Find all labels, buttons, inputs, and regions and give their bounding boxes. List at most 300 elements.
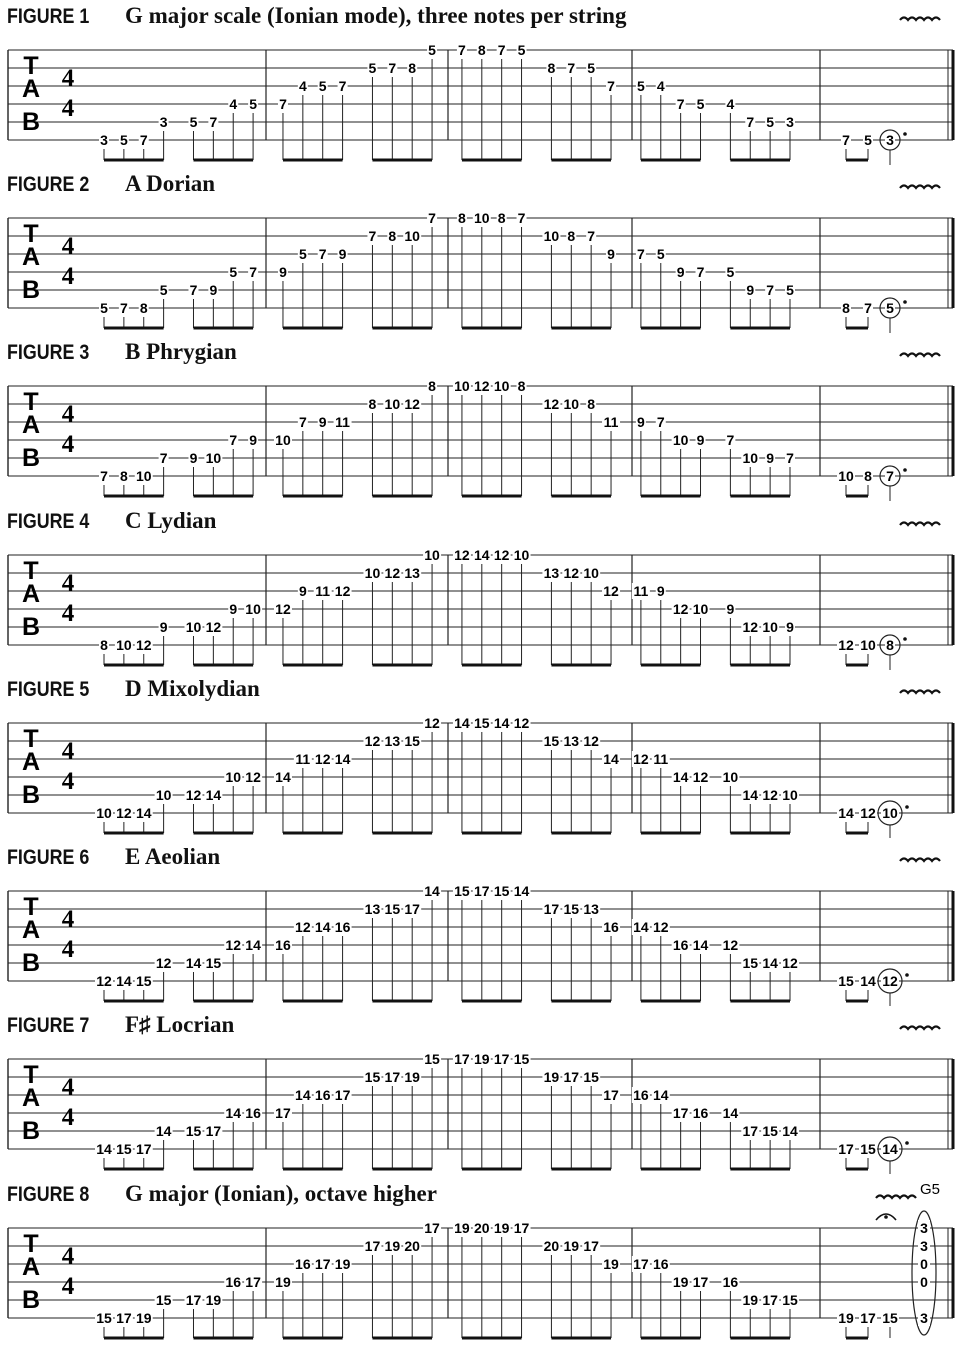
beam bbox=[283, 159, 343, 162]
fret-number: 8 bbox=[477, 42, 486, 58]
tab-clef-letter: T bbox=[23, 557, 39, 585]
beam bbox=[846, 832, 868, 835]
fret-number: 8 bbox=[886, 637, 894, 653]
figure-title bbox=[7, 845, 220, 871]
fret-number: 13 bbox=[364, 901, 381, 917]
beam bbox=[193, 1168, 253, 1171]
figure-title bbox=[7, 172, 215, 198]
fret-number: 11 bbox=[315, 583, 331, 599]
fret-number: 7 bbox=[249, 264, 257, 280]
fret-number: 11 bbox=[653, 751, 669, 767]
beam bbox=[462, 327, 522, 330]
tab-staff bbox=[0, 198, 970, 336]
fret-number: 16 bbox=[295, 1256, 311, 1272]
fret-number: 7 bbox=[607, 78, 615, 94]
beam bbox=[193, 664, 253, 667]
fret-number: 5 bbox=[864, 132, 872, 148]
fret-number: 7 bbox=[119, 300, 128, 316]
fret-number: 7 bbox=[279, 96, 287, 112]
fret-number: 15 bbox=[96, 1310, 112, 1326]
fret-number: 16 bbox=[722, 1274, 739, 1290]
fret-number: 10 bbox=[384, 396, 401, 412]
figure-number: FIGURE 2 bbox=[7, 173, 90, 196]
fret-number: 19 bbox=[474, 1051, 490, 1067]
fret-number: 15 bbox=[135, 973, 152, 989]
beam bbox=[462, 664, 522, 667]
fret-number: 7 bbox=[517, 210, 526, 226]
fret-number: 12 bbox=[454, 547, 470, 563]
figure-1 bbox=[0, 0, 970, 168]
chord-fret-number: 3 bbox=[920, 1220, 928, 1236]
fret-number: 5 bbox=[249, 96, 257, 112]
fret-number: 8 bbox=[458, 210, 466, 226]
fret-number: 8 bbox=[100, 637, 108, 653]
fret-number: 7 bbox=[766, 282, 775, 298]
fret-number: 8 bbox=[547, 60, 556, 76]
fret-number: 12 bbox=[424, 715, 440, 731]
fret-number: 7 bbox=[696, 264, 705, 280]
beam bbox=[462, 1337, 522, 1340]
time-signature-digit: 4 bbox=[61, 570, 75, 597]
time-signature-digit: 4 bbox=[61, 401, 75, 428]
time-signature-digit: 4 bbox=[61, 936, 75, 963]
fret-number: 20 bbox=[474, 1220, 490, 1236]
fret-number: 14 bbox=[633, 919, 649, 935]
fret-number: 17 bbox=[838, 1141, 854, 1157]
fret-number: 9 bbox=[786, 619, 794, 635]
fret-number: 14 bbox=[454, 715, 470, 731]
fret-number: 17 bbox=[860, 1310, 876, 1326]
figure-title bbox=[7, 1013, 234, 1039]
fret-number: 7 bbox=[338, 78, 347, 94]
fret-number: 12 bbox=[96, 973, 112, 989]
fret-number: 12 bbox=[860, 805, 876, 821]
tab-clef-letter: T bbox=[23, 893, 39, 921]
beam bbox=[372, 1000, 432, 1003]
fret-number: 12 bbox=[225, 937, 242, 953]
fret-number: 3 bbox=[786, 114, 794, 130]
fret-number: 7 bbox=[388, 60, 397, 76]
tab-clef-letter: B bbox=[21, 781, 41, 809]
fret-number: 7 bbox=[587, 228, 596, 244]
tab-clef-letter: B bbox=[21, 1117, 41, 1145]
fret-number: 19 bbox=[493, 1220, 510, 1236]
fret-number: 9 bbox=[676, 264, 685, 280]
fret-number: 15 bbox=[782, 1292, 798, 1308]
beam bbox=[551, 1337, 611, 1340]
time-signature-digit: 4 bbox=[61, 1243, 75, 1270]
fret-number: 10 bbox=[882, 805, 898, 821]
fret-number: 15 bbox=[424, 1051, 440, 1067]
beam bbox=[730, 1000, 790, 1003]
fret-number: 16 bbox=[692, 1105, 709, 1121]
fret-number: 5 bbox=[368, 60, 377, 76]
fret-number: 10 bbox=[742, 450, 759, 466]
vibrato-mark bbox=[900, 691, 940, 694]
fret-number: 15 bbox=[493, 883, 510, 899]
fret-number: 11 bbox=[633, 583, 649, 599]
fret-number: 17 bbox=[424, 1220, 440, 1236]
beam bbox=[104, 832, 164, 835]
time-signature-digit: 4 bbox=[61, 1273, 75, 1300]
fret-number: 12 bbox=[672, 601, 689, 617]
fret-number: 5 bbox=[726, 264, 735, 280]
fret-number: 8 bbox=[842, 300, 850, 316]
fret-number: 10 bbox=[838, 468, 854, 484]
fret-number: 12 bbox=[334, 583, 351, 599]
fret-number: 12 bbox=[364, 733, 381, 749]
beam bbox=[372, 1168, 432, 1171]
fret-number: 10 bbox=[205, 450, 222, 466]
tab-staff bbox=[0, 871, 970, 1009]
fret-number: 14 bbox=[692, 937, 709, 953]
fret-number: 4 bbox=[656, 78, 665, 94]
fret-number: 9 bbox=[637, 414, 645, 430]
beam bbox=[283, 1337, 343, 1340]
fret-number: 5 bbox=[189, 114, 198, 130]
beam bbox=[104, 495, 164, 498]
fret-number: 10 bbox=[692, 601, 709, 617]
figure-2 bbox=[0, 168, 970, 336]
fret-number: 17 bbox=[583, 1238, 599, 1254]
dot bbox=[905, 805, 909, 809]
fermata-dot bbox=[884, 1215, 888, 1219]
fret-number: 17 bbox=[116, 1310, 132, 1326]
fret-number: 15 bbox=[155, 1292, 172, 1308]
fret-number: 5 bbox=[428, 42, 436, 58]
figure-title bbox=[7, 340, 237, 366]
fret-number: 17 bbox=[275, 1105, 291, 1121]
beam bbox=[104, 1337, 164, 1340]
vibrato-mark bbox=[900, 186, 940, 189]
fret-number: 10 bbox=[245, 601, 261, 617]
fret-number: 10 bbox=[454, 378, 470, 394]
tab-clef-letter: T bbox=[23, 1061, 39, 1089]
time-signature-digit: 4 bbox=[61, 906, 75, 933]
beam bbox=[372, 1337, 432, 1340]
beam bbox=[283, 832, 343, 835]
fret-number: 12 bbox=[583, 733, 599, 749]
tab-staff bbox=[0, 1039, 970, 1177]
fret-number: 3 bbox=[159, 114, 168, 130]
beam bbox=[551, 159, 611, 162]
beam bbox=[846, 327, 868, 330]
fret-number: 15 bbox=[185, 1123, 202, 1139]
fret-number: 12 bbox=[135, 637, 152, 653]
fret-number: 5 bbox=[100, 300, 108, 316]
time-signature-digit: 4 bbox=[61, 431, 75, 458]
figure-number: FIGURE 1 bbox=[7, 5, 90, 28]
tab-clef-letter: T bbox=[23, 52, 39, 80]
fret-number: 10 bbox=[404, 228, 420, 244]
tab-clef-letter: A bbox=[21, 916, 41, 944]
figure-6 bbox=[0, 841, 970, 1009]
fret-number: 10 bbox=[722, 769, 739, 785]
beam bbox=[730, 495, 790, 498]
fret-number: 12 bbox=[314, 751, 331, 767]
fret-number: 10 bbox=[672, 432, 689, 448]
fret-number: 12 bbox=[563, 565, 580, 581]
beam bbox=[193, 495, 253, 498]
fret-number: 15 bbox=[364, 1069, 381, 1085]
figure-number: FIGURE 4 bbox=[7, 510, 90, 533]
fret-number: 8 bbox=[864, 468, 872, 484]
chord-fret-number: 0 bbox=[920, 1274, 928, 1290]
fret-number: 15 bbox=[838, 973, 854, 989]
fret-number: 9 bbox=[746, 282, 755, 298]
beam bbox=[551, 495, 611, 498]
fret-number: 12 bbox=[882, 973, 898, 989]
beam bbox=[641, 327, 701, 330]
fret-number: 10 bbox=[275, 432, 291, 448]
tab-clef-letter: B bbox=[21, 444, 41, 472]
tab-clef-letter: B bbox=[21, 276, 41, 304]
fret-number: 12 bbox=[155, 955, 172, 971]
beam bbox=[846, 664, 868, 667]
time-signature-digit: 4 bbox=[61, 1104, 75, 1131]
fret-number: 19 bbox=[563, 1238, 580, 1254]
fret-number: 5 bbox=[886, 300, 894, 316]
fret-number: 14 bbox=[96, 1141, 112, 1157]
fret-number: 19 bbox=[454, 1220, 470, 1236]
fret-number: 5 bbox=[229, 264, 238, 280]
fret-number: 7 bbox=[159, 450, 168, 466]
fret-number: 7 bbox=[100, 468, 108, 484]
figure-title bbox=[7, 677, 260, 703]
fret-number: 14 bbox=[474, 547, 490, 563]
tab-clef-letter: T bbox=[23, 1230, 39, 1258]
fret-number: 5 bbox=[656, 246, 665, 262]
fret-number: 17 bbox=[245, 1274, 261, 1290]
fret-number: 9 bbox=[249, 432, 257, 448]
beam bbox=[641, 1000, 701, 1003]
fret-number: 7 bbox=[428, 210, 436, 226]
fret-number: 3 bbox=[886, 132, 894, 148]
fret-number: 14 bbox=[116, 973, 132, 989]
fret-number: 5 bbox=[786, 282, 794, 298]
fret-number: 19 bbox=[404, 1069, 420, 1085]
fret-number: 19 bbox=[672, 1274, 689, 1290]
fret-number: 7 bbox=[786, 450, 794, 466]
fret-number: 12 bbox=[185, 787, 202, 803]
figure-name: A Dorian bbox=[125, 171, 216, 196]
fret-number: 17 bbox=[672, 1105, 689, 1121]
vibrato-mark bbox=[900, 354, 940, 357]
fret-number: 10 bbox=[225, 769, 242, 785]
fret-number: 17 bbox=[185, 1292, 202, 1308]
fret-number: 14 bbox=[275, 769, 291, 785]
fret-number: 5 bbox=[696, 96, 705, 112]
beam bbox=[846, 1000, 868, 1003]
figure-number: FIGURE 8 bbox=[7, 1183, 90, 1206]
fret-number: 14 bbox=[860, 973, 876, 989]
fret-number: 17 bbox=[742, 1123, 759, 1139]
fret-number: 15 bbox=[583, 1069, 599, 1085]
fret-number: 10 bbox=[493, 378, 510, 394]
beam bbox=[193, 159, 253, 162]
fret-number: 16 bbox=[603, 919, 619, 935]
beam bbox=[104, 1168, 164, 1171]
fret-number: 14 bbox=[225, 1105, 242, 1121]
vibrato-mark bbox=[876, 1196, 916, 1199]
fret-number: 9 bbox=[338, 246, 347, 262]
fret-number: 19 bbox=[838, 1310, 854, 1326]
tab-staff bbox=[0, 703, 970, 841]
fret-number: 12 bbox=[275, 601, 291, 617]
fret-number: 15 bbox=[513, 1051, 530, 1067]
fret-number: 16 bbox=[275, 937, 291, 953]
tab-clef-letter: A bbox=[21, 75, 41, 103]
fret-number: 4 bbox=[298, 78, 307, 94]
vibrato-mark bbox=[900, 859, 940, 862]
fret-number: 17 bbox=[404, 901, 420, 917]
fret-number: 14 bbox=[334, 751, 351, 767]
fret-number: 15 bbox=[762, 1123, 778, 1139]
beam bbox=[462, 495, 522, 498]
figure-number: FIGURE 7 bbox=[7, 1014, 90, 1037]
fret-number: 15 bbox=[742, 955, 759, 971]
tab-clef-letter: A bbox=[21, 243, 41, 271]
fret-number: 10 bbox=[364, 565, 381, 581]
fret-number: 17 bbox=[334, 1087, 351, 1103]
fret-number: 16 bbox=[314, 1087, 331, 1103]
fret-number: 9 bbox=[298, 583, 307, 599]
beam bbox=[104, 159, 164, 162]
tab-clef-letter: A bbox=[21, 1253, 41, 1281]
fret-number: 19 bbox=[603, 1256, 619, 1272]
beam bbox=[551, 327, 611, 330]
fret-number: 12 bbox=[205, 619, 222, 635]
beam bbox=[104, 664, 164, 667]
fret-number: 12 bbox=[543, 396, 560, 412]
fret-number: 15 bbox=[404, 733, 420, 749]
time-signature-digit: 4 bbox=[61, 738, 75, 765]
fret-number: 7 bbox=[637, 246, 645, 262]
fret-number: 10 bbox=[513, 547, 530, 563]
fret-number: 17 bbox=[762, 1292, 778, 1308]
fret-number: 7 bbox=[229, 432, 238, 448]
fret-number: 10 bbox=[185, 619, 202, 635]
tab-clef-letter: A bbox=[21, 411, 41, 439]
fret-number: 5 bbox=[766, 114, 775, 130]
fret-number: 13 bbox=[404, 565, 420, 581]
fret-number: 14 bbox=[135, 805, 152, 821]
beam bbox=[193, 832, 253, 835]
fret-number: 14 bbox=[672, 769, 689, 785]
fret-number: 9 bbox=[229, 601, 238, 617]
fret-number: 17 bbox=[633, 1256, 649, 1272]
fret-number: 13 bbox=[583, 901, 599, 917]
fret-number: 7 bbox=[676, 96, 685, 112]
fret-number: 17 bbox=[205, 1123, 222, 1139]
fret-number: 5 bbox=[587, 60, 596, 76]
fret-number: 10 bbox=[474, 210, 490, 226]
fret-number: 15 bbox=[563, 901, 580, 917]
fret-number: 9 bbox=[656, 583, 665, 599]
fret-number: 15 bbox=[474, 715, 490, 731]
fret-number: 8 bbox=[497, 210, 506, 226]
fret-number: 16 bbox=[672, 937, 689, 953]
time-signature-digit: 4 bbox=[61, 65, 75, 92]
fret-number: 19 bbox=[275, 1274, 291, 1290]
dot bbox=[905, 973, 909, 977]
fret-number: 7 bbox=[458, 42, 466, 58]
fret-number: 16 bbox=[334, 919, 351, 935]
tab-clef-letter: B bbox=[21, 108, 41, 136]
fret-number: 5 bbox=[159, 282, 168, 298]
fret-number: 14 bbox=[155, 1123, 172, 1139]
fret-number: 17 bbox=[692, 1274, 709, 1290]
fret-number: 8 bbox=[368, 396, 377, 412]
fret-number: 7 bbox=[567, 60, 576, 76]
fret-number: 7 bbox=[318, 246, 327, 262]
figure-4 bbox=[0, 505, 970, 673]
fret-number: 12 bbox=[404, 396, 420, 412]
beam bbox=[193, 327, 253, 330]
vibrato-mark bbox=[900, 18, 940, 21]
fret-number: 8 bbox=[119, 468, 128, 484]
fret-number: 13 bbox=[543, 565, 560, 581]
figure-8 bbox=[0, 1178, 970, 1346]
fret-number: 8 bbox=[428, 378, 436, 394]
beam bbox=[846, 159, 868, 162]
fret-number: 10 bbox=[583, 565, 599, 581]
fret-number: 12 bbox=[384, 565, 401, 581]
figure-title bbox=[7, 1182, 437, 1208]
beam bbox=[193, 1337, 253, 1340]
fret-number: 10 bbox=[762, 619, 778, 635]
fret-number: 12 bbox=[513, 715, 530, 731]
time-signature-digit: 4 bbox=[61, 233, 75, 260]
fret-number: 14 bbox=[722, 1105, 739, 1121]
fret-number: 13 bbox=[384, 733, 401, 749]
fret-number: 9 bbox=[209, 282, 218, 298]
vibrato-mark bbox=[900, 523, 940, 526]
fret-number: 15 bbox=[543, 733, 560, 749]
figure-name: B Phrygian bbox=[125, 339, 237, 364]
fret-number: 16 bbox=[633, 1087, 649, 1103]
fret-number: 17 bbox=[314, 1256, 331, 1272]
beam bbox=[641, 1168, 701, 1171]
tab-staff bbox=[0, 535, 970, 673]
beam bbox=[641, 495, 701, 498]
dot bbox=[903, 132, 907, 136]
figure-5 bbox=[0, 673, 970, 841]
fret-number: 7 bbox=[209, 114, 218, 130]
fret-number: 9 bbox=[766, 450, 775, 466]
fret-number: 14 bbox=[424, 883, 440, 899]
chord-fret-number: 3 bbox=[920, 1310, 928, 1326]
figure-title bbox=[7, 4, 626, 30]
fret-number: 14 bbox=[762, 955, 778, 971]
fret-number: 17 bbox=[543, 901, 560, 917]
fret-number: 15 bbox=[116, 1141, 132, 1157]
dot bbox=[903, 468, 907, 472]
fret-number: 3 bbox=[100, 132, 108, 148]
beam bbox=[462, 1000, 522, 1003]
tab-staff bbox=[0, 30, 970, 168]
fret-number: 8 bbox=[139, 300, 148, 316]
beam bbox=[730, 832, 790, 835]
fret-number: 17 bbox=[384, 1069, 401, 1085]
fret-number: 7 bbox=[886, 468, 894, 484]
fret-number: 9 bbox=[726, 601, 735, 617]
fret-number: 11 bbox=[295, 751, 311, 767]
fret-number: 7 bbox=[497, 42, 506, 58]
tab-clef-letter: A bbox=[21, 748, 41, 776]
fret-number: 12 bbox=[116, 805, 132, 821]
beam bbox=[372, 327, 432, 330]
